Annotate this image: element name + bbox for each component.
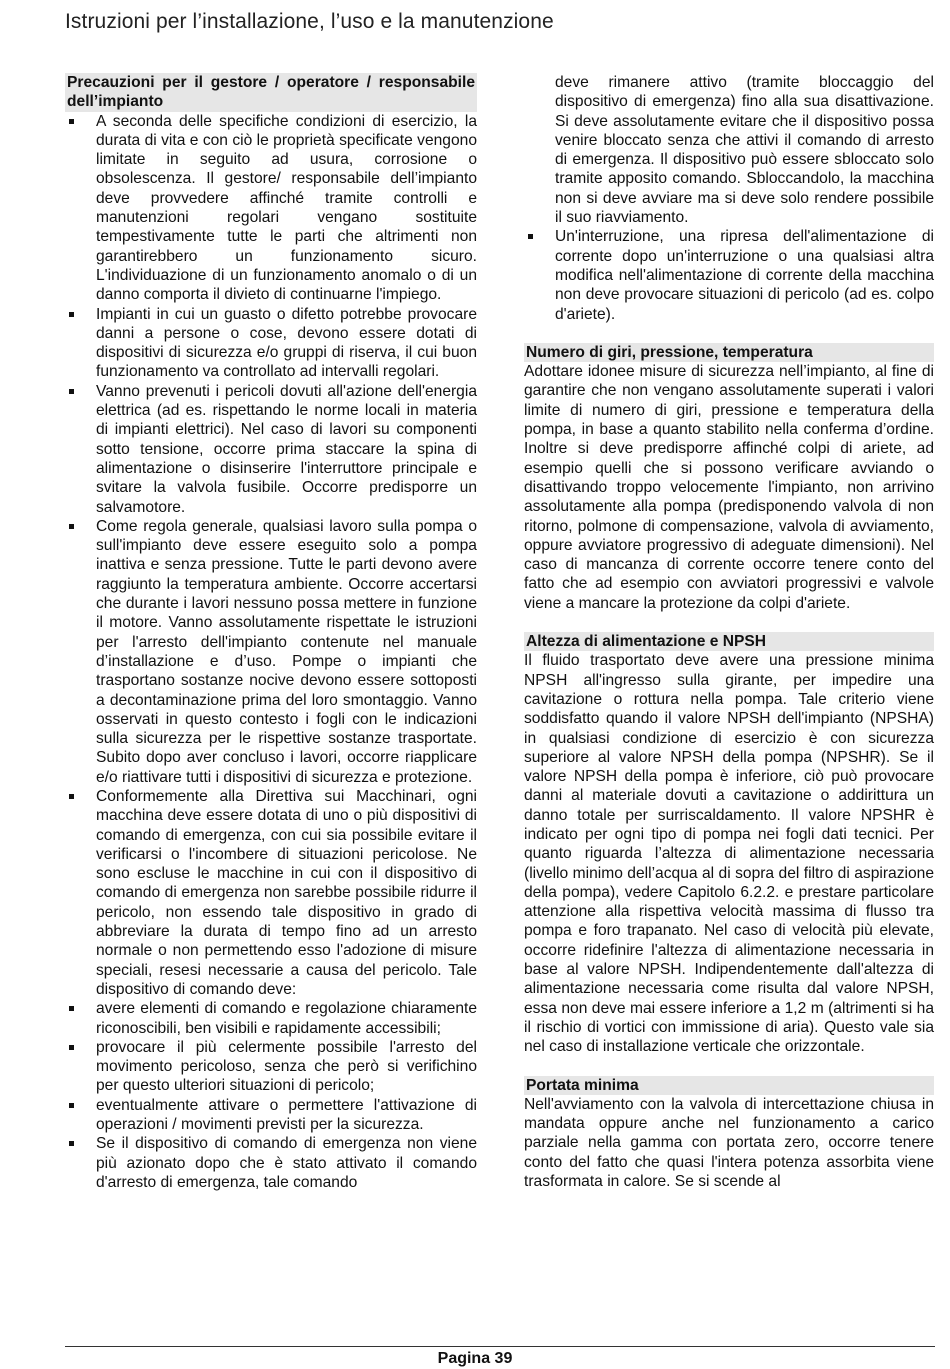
page-number: Pagina 39: [437, 1350, 513, 1367]
section-title-portata: Portata minima: [524, 1076, 934, 1095]
right-column: [524, 73, 934, 1191]
section-body-npsh: Il fluido trasportato deve avere una pressione minima NPSH all'ingresso sulla girante, per impedire una cavitazione o rottura nella pompa. Tale criterio viene soddisfatto quando il valore NPSH dell'impianto (NPSHA) in qualsiasi condizione di esercizio è con sicurezza superiore al valore NPSH della pompa (NPSHR). Se il valore NPSH della pompa è inferiore, ciò può provocare danni al materiale dovuti a cavitazione o addirittura un danno totale per surriscaldamento. Il valore NPSHR è indicato per ogni tipo di pompa nei fogli dati tecnici. Per quanto riguarda l’altezza di alimentazione necessaria (livello minimo dell’acqua al di sopra del filtro di aspirazione della pompa), vedere Capitolo 6.2.2. e prestare particolare attenzione alla rispettiva velocità massima di flusso tra pompa e foro trapanato. Nel caso di velocità più elevate, occorre ridefinire l'altezza di alimentazione necessaria in base al valore NPSH. Indipendentemente dall'altezza di alimentazione necessaria come risulta dal valore NPSH, essa non deve mai essere inferiore a 1,2 m (altrimenti si ha il rischio di vortici con immissione di aria). Questo vale sia nel caso di installazione verticale che orizzontale.: [524, 652, 934, 1056]
list-item: Se il dispositivo di comando di emergenza non viene più azionato dopo che è stato attivato il comando d'arresto di emergenza, tale comando: [65, 1134, 477, 1192]
precautions-list: [65, 112, 477, 1193]
section-title-precauzioni: Precauzioni per il gestore / operatore / responsabile dell’impianto: [67, 74, 475, 111]
left-column: [65, 73, 477, 1192]
section-body-portata: Nell'avviamento con la valvola di intercettazione chiusa in mandata oppure anche nel funzionamento a carico parziale nella gamma con portata zero, occorre tenere conto del fatto che quasi l'intera potenza assorbita viene trasformata in calore. Se si scende al: [524, 1095, 934, 1191]
continued-list: [524, 73, 934, 324]
list-item: avere elementi di comando e regolazione chiaramente riconoscibili, ben visibili e rapidamente accessibili;: [65, 999, 477, 1038]
list-item: Vanno prevenuti i pericoli dovuti all'azione dell'energia elettrica (ad es. rispettando le norme locali in materia di impianti elettrici). Nel caso di lavori su componenti sotto tensione, occorre prima staccare la spina di alimentazione o disinserire l'interruttore principale e svitare la valvola fusibile. Occorre predisporre un salvamotore.: [65, 382, 477, 517]
list-item: A seconda delle specifiche condizioni di esercizio, la durata di vita e con ciò le proprietà specificate vengono limitate in seguito ad usura, corrosione o obsolescenza. Il gestore/ responsabile dell’impianto deve provvedere affinché tramite controlli e manutenzioni regolari vengano sostituite tempestivamente tutte le parti che altrimenti non garantirebbero un funzionamento sicuro. L'individuazione di un funzionamento anomalo o di un danno comporta il divieto di continuarne l'impiego.: [65, 112, 477, 305]
section-title-npsh: Altezza di alimentazione e NPSH: [524, 632, 934, 651]
list-item: Impianti in cui un guasto o difetto potrebbe provocare danni a persone o cose, devono essere dotati di dispositivi di sicurezza e/o gruppi di riserva, il cui buon funzionamento va controllato ad intervalli regolari.: [65, 305, 477, 382]
list-item: Un'interruzione, una ripresa dell'alimentazione di corrente dopo un'interruzione o una qualsiasi altra modifica nell'alimentazione di corrente della macchina non deve provocare situazioni di pericolo (ad es. colpo d'ariete).: [524, 227, 934, 323]
footer-divider: [65, 1346, 935, 1347]
section-body-giri: Adottare idonee misure di sicurezza nell’impianto, al fine di garantire che non vengano assolutamente superati i valori limite di numero di giri, pressione e temperatura della pompa, in base a quanto stabilito nella conferma d’ordine. Inoltre si deve predisporre affinché colpi di ariete, ad esempio quelli che si possono verificare avviando o disattivando troppo velocemente l'impianto, non arrivino assolutamente alla pompa (predisponendo valvola di non ritorno, polmone di compensazione, valvola di avviamento, oppure avviatore progressivo di adeguate dimensioni). Nel caso di mancanza di corrente occorre tenere conto del fatto che ad esempio con avviatori progressivi e valvole viene a mancare la protezione da colpi d'ariete.: [524, 363, 934, 612]
list-item: Come regola generale, qualsiasi lavoro sulla pompa o sull'impianto deve essere eseguito solo a pompa inattiva e senza pressione. Tutte le parti devono avere raggiunto la temperatura ambiente. Occorre accertarsi che durante i lavori nessuno possa mettere in funzione il motore. Vanno assolutamente rispettate le istruzioni per l'arresto dell'impianto contenute nel manuale d’installazione e d’uso. Pompe o impianti che trasportano sostanze nocive devono essere sottoposti a decontaminazione prima del loro smontaggio. Vanno osservati in questo contesto i fogli con le indicazioni sulla sicurezza per le rispettive sostanze trasportate. Subito dopo aver concluso i lavori, occorre riapplicare e/o riattivare tutti i dispositivi di sicurezza e protezione.: [65, 517, 477, 787]
section-title-giri: Numero di giri, pressione, temperatura: [524, 343, 934, 362]
list-item-continuation: deve rimanere attivo (tramite bloccaggio del dispositivo di emergenza) fino alla sua disattivazione. Si deve assolutamente evitare che il dispositivo possa venire bloccato senza che attivi il comando di arresto di emergenza. Il dispositivo può essere sbloccato solo tramite apposito comando. Sbloccandolo, la macchina non si deve avviare ma si deve solo rendere possibile il suo riavviamento.: [555, 74, 934, 227]
page-header-title: Istruzioni per l’installazione, l’uso e la manutenzione: [65, 10, 554, 33]
list-item: eventualmente attivare o permettere l'attivazione di operazioni / movimenti previsti per la sicurezza.: [65, 1096, 477, 1135]
list-item: provocare il più celermente possibile l'arresto del movimento pericoloso, senza che però si verifichino per questo ulteriori situazioni di pericolo;: [65, 1038, 477, 1096]
list-item: Conformemente alla Direttiva sui Macchinari, ogni macchina deve essere dotata di uno o più dispositivi di comando di emergenza, con cui sia possibile evitare il verificarsi o l'incombere di situazioni pericolose. Ne sono escluse le macchine in cui con il dispositivo di comando di emergenza non sarebbe possibile ridurre il pericolo, non essendo tale dispositivo in grado di abbreviare la durata di tempo fino ad un arresto normale o non permettendo esso l'adozione di misure speciali, resesi necessarie a causa del pericolo. Tale dispositivo di comando deve:: [65, 787, 477, 999]
